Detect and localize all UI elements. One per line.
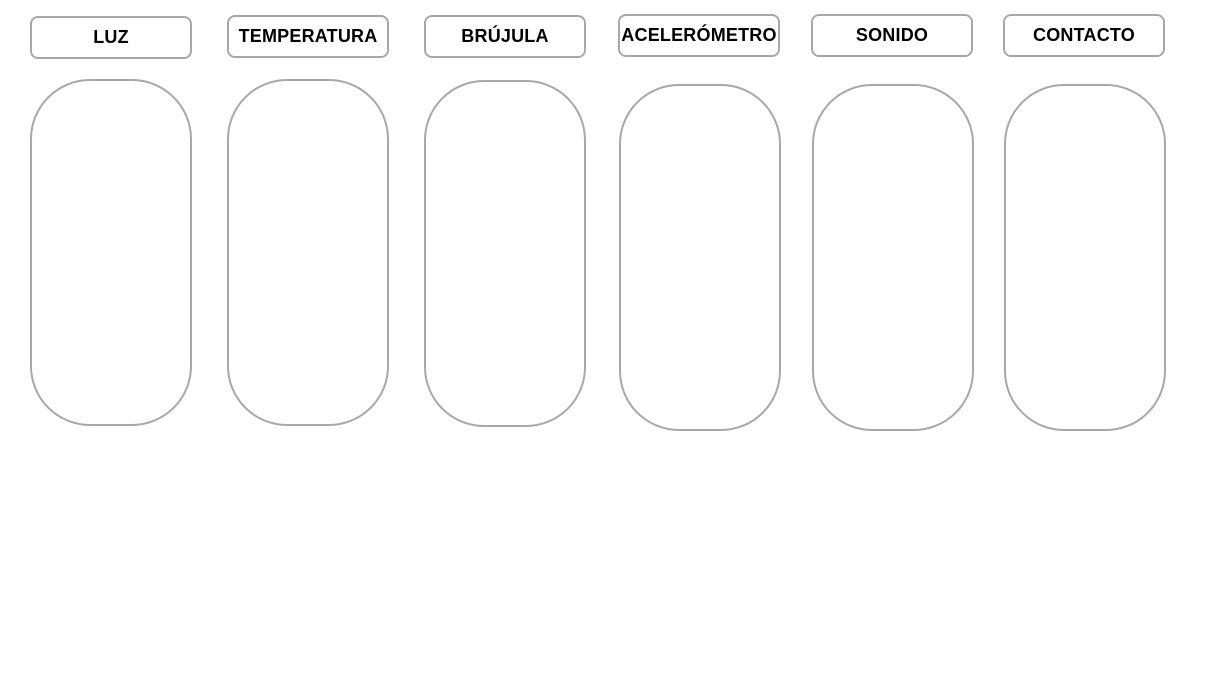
drop-zone-brujula[interactable] xyxy=(424,80,586,427)
category-label-sonido[interactable]: SONIDO xyxy=(811,14,973,57)
drop-zone-sonido[interactable] xyxy=(812,84,974,431)
category-label-acelerometro[interactable]: ACELERÓMETRO xyxy=(618,14,780,57)
drop-zone-acelerometro[interactable] xyxy=(619,84,781,431)
drop-zone-luz[interactable] xyxy=(30,79,192,426)
drop-zone-contacto[interactable] xyxy=(1004,84,1166,431)
drop-zone-temperatura[interactable] xyxy=(227,79,389,426)
category-label-brujula[interactable]: BRÚJULA xyxy=(424,15,586,58)
category-label-contacto[interactable]: CONTACTO xyxy=(1003,14,1165,57)
category-label-luz[interactable]: LUZ xyxy=(30,16,192,59)
category-label-temperatura[interactable]: TEMPERATURA xyxy=(227,15,389,58)
